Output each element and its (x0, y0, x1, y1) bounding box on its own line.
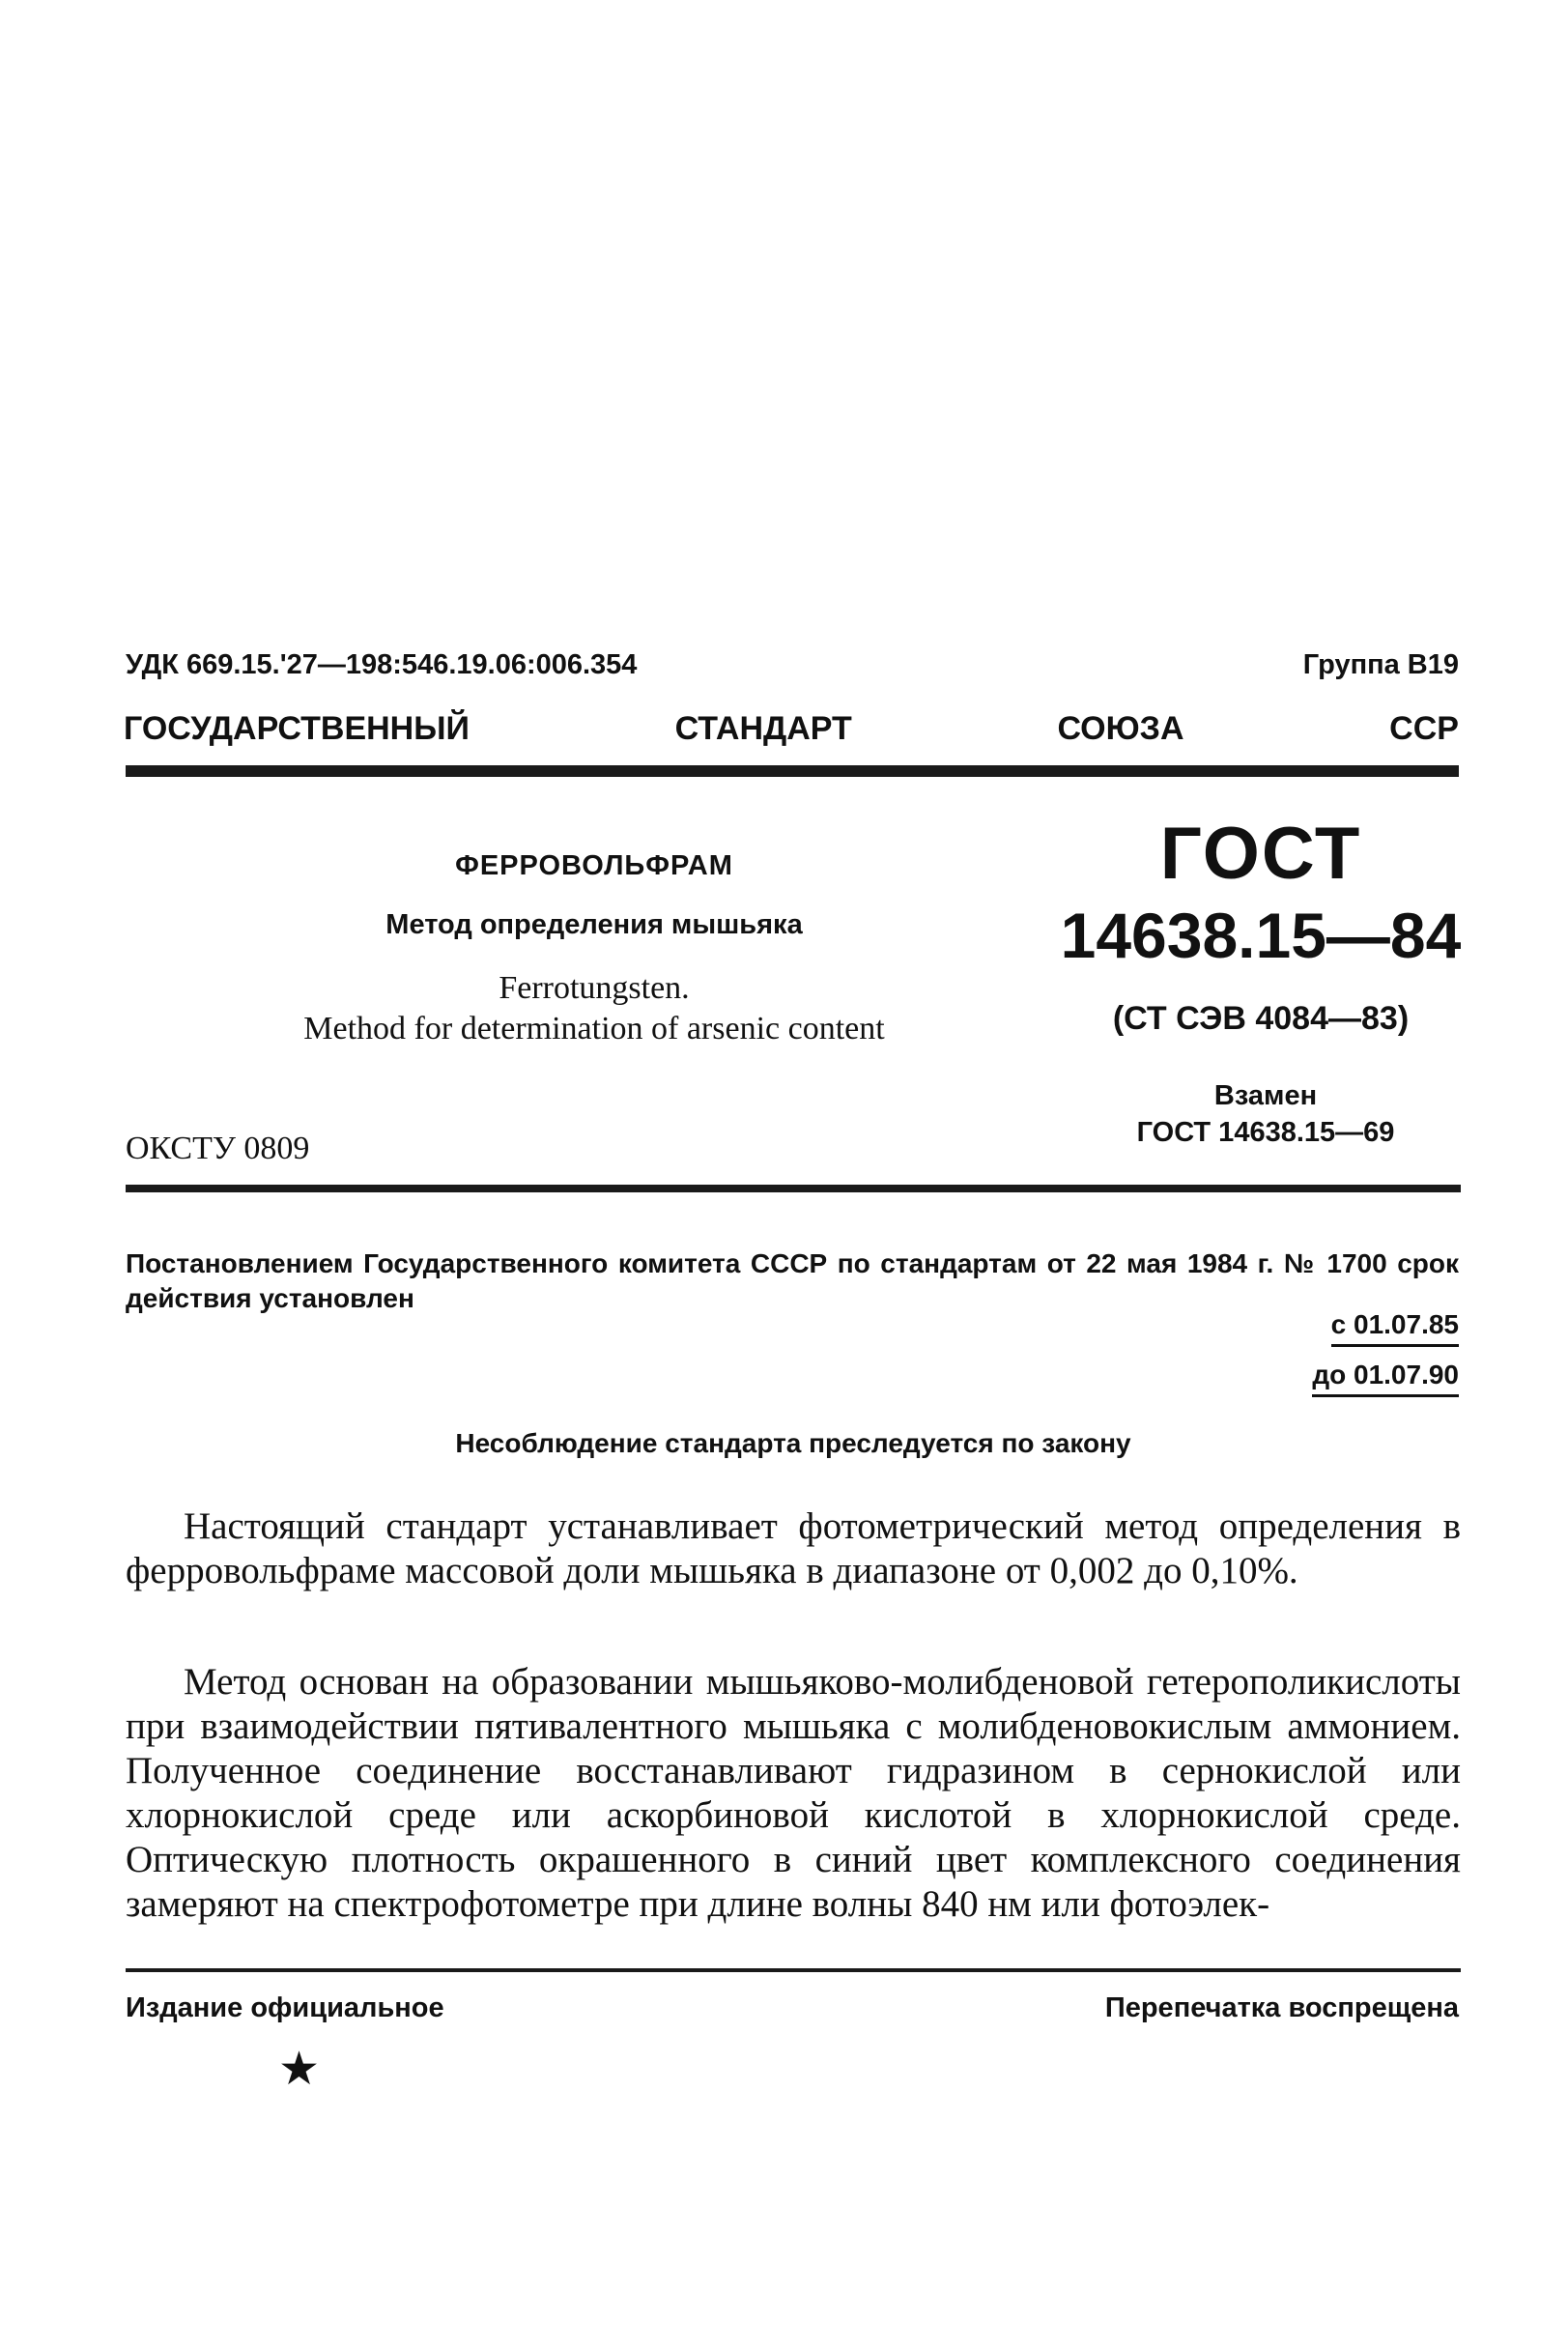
body-paragraph-1: Настоящий стандарт устанавливает фотометрический метод определения в ферровольфраме массовой доли мышьяка в диапазоне от 0,002 до 0,10%. (126, 1505, 1461, 1591)
document-title: ФЕРРОВОЛЬФРАМ (455, 850, 733, 881)
english-title (193, 968, 995, 1049)
banner-word-2: СТАНДАРТ (674, 710, 852, 747)
replaces-value: ГОСТ 14638.15—69 (1136, 1117, 1395, 1148)
banner-word-3: СОЮЗА (1057, 710, 1184, 747)
banner-word-4: ССР (1389, 710, 1459, 747)
validity-to: до 01.07.90 (1312, 1360, 1459, 1397)
reprint-note: Перепечатка воспрещена (1104, 1992, 1459, 2023)
gost-number: 14638.15—84 (1060, 900, 1462, 971)
okstu-code: ОКСТУ 0809 (126, 1131, 310, 1166)
edition-note: Издание официальное (126, 1992, 444, 2023)
replaces-label: Взамен (1213, 1080, 1318, 1111)
replaces-block (1101, 1077, 1430, 1151)
group-code: Группа В19 (1302, 649, 1459, 680)
top-divider (126, 765, 1459, 777)
validity-from: с 01.07.85 (1331, 1309, 1459, 1347)
decree-text: Постановлением Государственного комитета СССР по стандартам от 22 мая 1984 г. № 1700 срок действия установлен (126, 1248, 1459, 1313)
udk-code: УДК 669.15.'27—198:546.19.06:006.354 (126, 649, 638, 680)
english-title-line2: Method for determination of arsenic content (303, 1011, 885, 1046)
body-paragraph-2: Метод основан на образовании мышьяково-молибденовой гетерополикислоты при взаимодействии пятивалентного мышьяка с молибденовокислым аммонием. Полученное соединение восстанавливают гидразином в сернокислой или хлорнокислой среде или аскорбиновой кислотой в хлорнокислой среде. Оптическую плотность окрашенного в синий цвет комплексного соединения замеряют на спектрофотометре при длине волны 840 нм или фотоэлек- (126, 1661, 1461, 1925)
law-notice: Несоблюдение стандарта преследуется по закону (455, 1428, 1131, 1458)
star-icon: ★ (278, 2042, 321, 2096)
banner-word-1: ГОСУДАРСТВЕННЫЙ (124, 710, 470, 747)
middle-divider (126, 1185, 1461, 1192)
gost-label: ГОСТ (1159, 813, 1362, 895)
state-standard-banner (124, 710, 1459, 748)
title-block (193, 850, 995, 1049)
bottom-divider (126, 1968, 1461, 1972)
english-title-line1: Ferrotungsten. (499, 970, 690, 1006)
cmea-designation: (СТ СЭВ 4084—83) (1112, 1000, 1410, 1037)
document-subtitle: Метод определения мышьяка (385, 909, 803, 940)
